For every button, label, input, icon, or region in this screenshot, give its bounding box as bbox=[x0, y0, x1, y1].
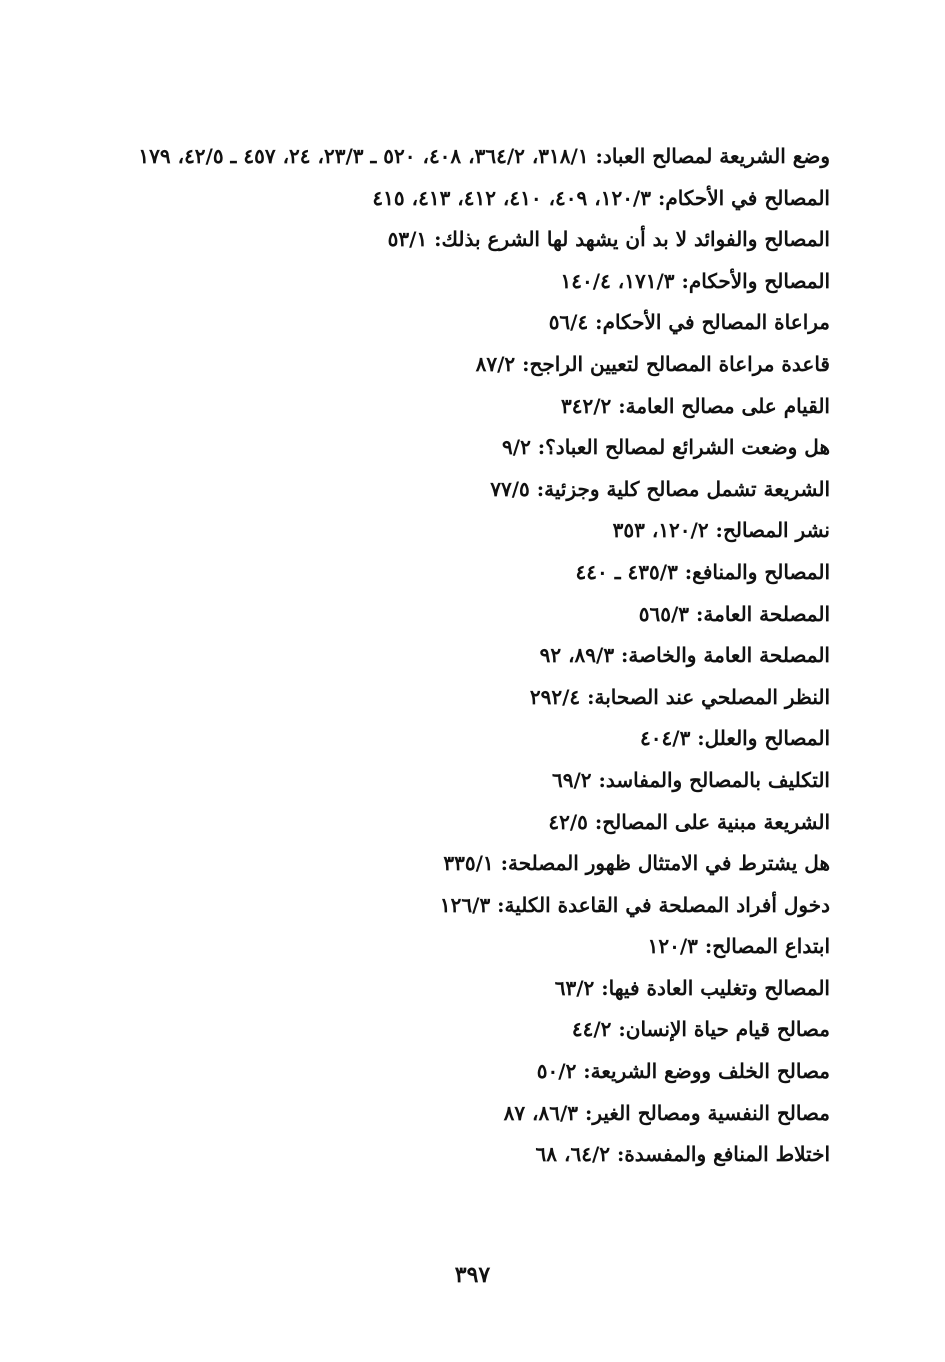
index-entry: النظر المصلحي عند الصحابة: ٢٩٢/٤ bbox=[529, 684, 830, 709]
index-entry: اختلاط المنافع والمفسدة: ٦٤/٢، ٦٨ bbox=[535, 1142, 830, 1167]
index-entry: المصالح والفوائد لا بد أن يشهد لها الشرع بذلك: ٥٣/١ bbox=[387, 227, 830, 252]
index-entry: المصلحة العامة والخاصة: ٨٩/٣، ٩٢ bbox=[539, 643, 830, 668]
index-entry: دخول أفراد المصلحة في القاعدة الكلية: ١٢٦/٣ bbox=[439, 892, 830, 917]
index-entry: القيام على مصالح العامة: ٣٤٢/٢ bbox=[560, 393, 830, 418]
index-entry: مصالح قيام حياة الإنسان: ٤٤/٢ bbox=[571, 1017, 830, 1042]
index-entries-list bbox=[130, 136, 830, 1176]
index-entry: المصالح والأحكام: ١٧١/٣، ١٤٠/٤ bbox=[560, 268, 830, 293]
index-entry: مصالح الخلف ووضع الشريعة: ٥٠/٢ bbox=[536, 1059, 830, 1084]
index-entry: وضع الشريعة لمصالح العباد: ٣١٨/١، ٣٦٤/٢، ٤٠٨، ٥٢٠ ـ ٢٣/٣، ٢٤، ٤٥٧ ـ ٤٢/٥، ١٧٩ bbox=[138, 144, 830, 168]
index-entry: التكليف بالمصالح والمفاسد: ٦٩/٢ bbox=[552, 767, 830, 792]
index-entry: الشريعة مبنية على المصالح: ٤٢/٥ bbox=[548, 809, 830, 834]
index-entry: المصالح والمنافع: ٤٣٥/٣ ـ ٤٤٠ bbox=[575, 559, 830, 584]
index-entry: قاعدة مراعاة المصالح لتعيين الراجح: ٨٧/٢ bbox=[475, 351, 830, 376]
index-entry: مصالح النفسية ومصالح الغير: ٨٦/٣، ٨٧ bbox=[503, 1100, 830, 1125]
index-entry: هل يشترط في الامتثال ظهور المصلحة: ٣٣٥/١ bbox=[443, 851, 830, 876]
index-entry: المصالح والعلل: ٤٠٤/٣ bbox=[640, 726, 830, 751]
index-entry: نشر المصالح: ١٢٠/٢، ٣٥٣ bbox=[612, 518, 830, 543]
index-entry: الشريعة تشمل مصالح كلية وجزئية: ٧٧/٥ bbox=[490, 476, 830, 501]
index-entry: مراعاة المصالح في الأحكام: ٥٦/٤ bbox=[548, 310, 830, 335]
page-number: ٣٩٧ bbox=[454, 1262, 491, 1288]
index-entry: ابتداع المصالح: ١٢٠/٣ bbox=[647, 934, 830, 959]
index-entry: المصلحة العامة: ٥٦٥/٣ bbox=[638, 601, 830, 626]
index-entry: المصالح في الأحكام: ١٢٠/٣، ٤٠٩، ٤١٠، ٤١٢، ٤١٣، ٤١٥ bbox=[372, 185, 830, 210]
index-entry: المصالح وتغليب العادة فيها: ٦٣/٢ bbox=[554, 975, 830, 1000]
index-entry: هل وضعت الشرائع لمصالح العباد؟: ٩/٢ bbox=[502, 435, 830, 460]
